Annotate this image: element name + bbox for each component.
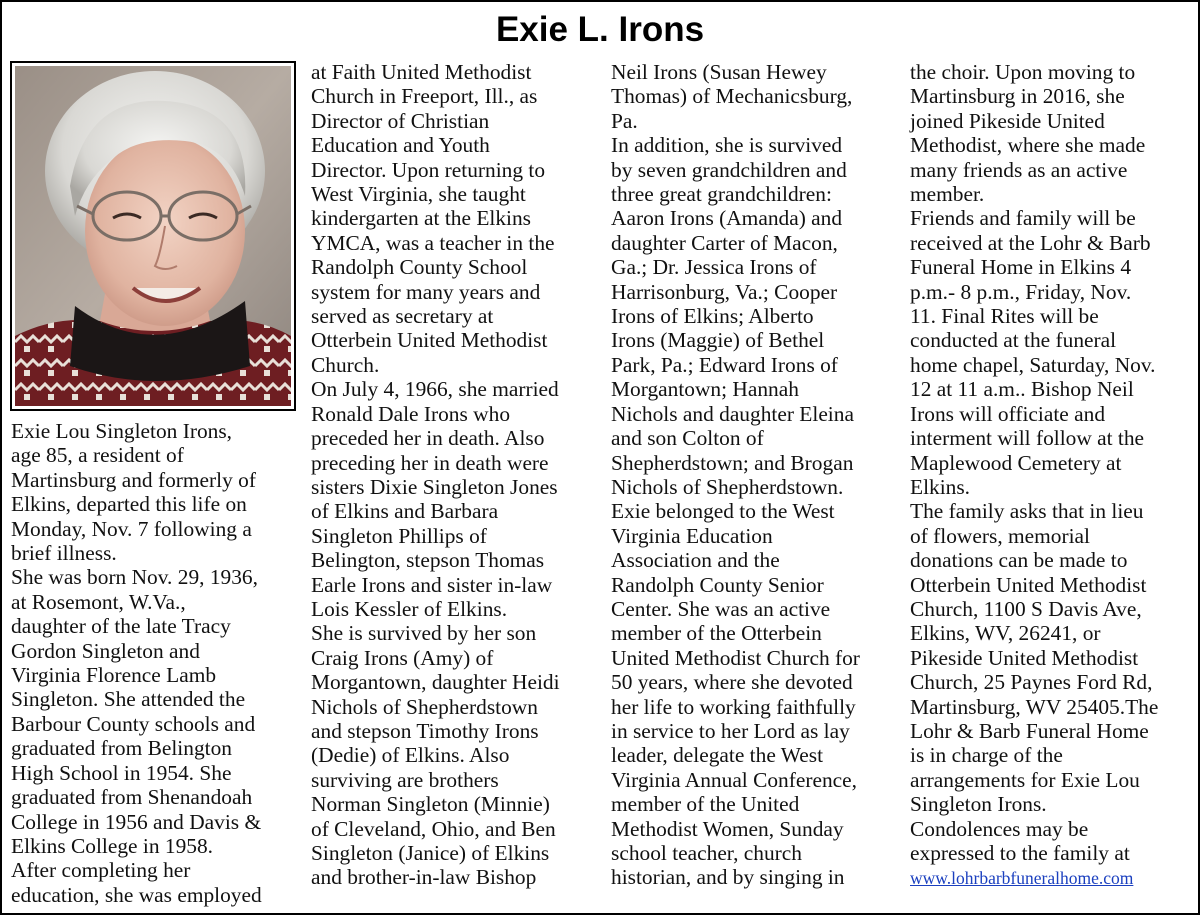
- text-line: Church in Freeport, Ill., as: [311, 84, 538, 109]
- text-line: of flowers, memorial: [910, 523, 1090, 548]
- text-line: Morgantown; Hannah: [611, 377, 799, 402]
- text-line: Elkins.: [910, 474, 971, 499]
- text-line: Education and Youth: [311, 133, 490, 158]
- text-line: Virginia Education: [611, 523, 773, 548]
- text-line: Director of Christian: [311, 108, 490, 133]
- text-line: Center. She was an active: [611, 596, 831, 621]
- paragraph: [311, 60, 603, 377]
- text-line: Exie Lou Singleton Irons,: [11, 419, 233, 443]
- text-line: home chapel, Saturday, Nov.: [910, 352, 1156, 377]
- text-line: (Dedie) of Elkins. Also: [311, 743, 510, 768]
- text-line: Harrisonburg, Va.; Cooper: [611, 279, 838, 304]
- text-line: In addition, she is survived: [611, 133, 843, 158]
- text-line: Pa.: [611, 108, 638, 133]
- text-line: Irons will officiate and: [910, 401, 1106, 426]
- text-line: is in charge of the: [910, 743, 1063, 768]
- column-4: [910, 60, 1198, 891]
- page-title: Exie L. Irons: [495, 10, 705, 49]
- text-line: historian, and by singing in: [611, 865, 845, 890]
- text-line: Otterbein United Methodist: [910, 572, 1147, 597]
- text-line: in service to her Lord as lay: [611, 718, 850, 743]
- text-line: Irons of Elkins; Alberto: [611, 304, 814, 329]
- text-line: surviving are brothers: [311, 767, 499, 792]
- text-line: Ronald Dale Irons who: [311, 401, 511, 426]
- portrait-illustration: [15, 66, 291, 406]
- text-line: member of the United: [611, 792, 800, 817]
- text-line: Condolences may be: [910, 816, 1089, 841]
- text-line: Martinsburg in 2016, she: [910, 84, 1125, 109]
- paragraph: [611, 133, 903, 499]
- text-line: Martinsburg and formerly of: [11, 467, 256, 492]
- text-line: education, she was employed: [11, 882, 262, 907]
- text-line: age 85, a resident of: [11, 443, 184, 468]
- text-line: school teacher, church: [611, 841, 802, 865]
- text-line: arrangements for Exie Lou: [910, 767, 1140, 792]
- text-line: Park, Pa.; Edward Irons of: [611, 352, 838, 377]
- text-line: brief illness.: [11, 541, 117, 566]
- text-line: Nichols of Shepherdstown.: [611, 474, 844, 499]
- text-line: Funeral Home in Elkins 4: [910, 255, 1132, 280]
- column-3-text: [611, 60, 903, 890]
- text-line: at Faith United Methodist: [311, 60, 532, 84]
- paragraph: [311, 621, 603, 889]
- text-line: Martinsburg, WV 25405.The: [910, 694, 1159, 719]
- column-1: [11, 60, 301, 907]
- text-line: Elkins, departed this life on: [11, 492, 247, 517]
- photo-frame: [10, 61, 296, 411]
- text-line: Barbour County schools and: [11, 711, 256, 736]
- text-line: 50 years, where she devoted: [611, 670, 853, 695]
- text-line: graduated from Shenandoah: [11, 785, 253, 810]
- column-3: [611, 60, 903, 890]
- text-line: daughter Carter of Macon,: [611, 230, 838, 255]
- text-line: Aaron Irons (Amanda) and: [611, 206, 843, 231]
- text-line: joined Pikeside United: [910, 108, 1105, 133]
- text-line: Singleton (Janice) of Elkins: [311, 841, 550, 865]
- text-line: her life to working faithfully: [611, 694, 856, 719]
- text-line: preceded her in death. Also: [311, 426, 545, 451]
- text-line: After completing her: [11, 858, 191, 883]
- text-line: Belington, stepson Thomas: [311, 548, 545, 573]
- text-line: Virginia Annual Conference,: [611, 767, 858, 792]
- text-line: daughter of the late Tracy: [11, 614, 231, 639]
- paragraph: [11, 419, 301, 565]
- text-line: of Elkins and Barbara: [311, 499, 499, 524]
- text-line: received at the Lohr & Barb: [910, 230, 1151, 255]
- text-line: Church, 1100 S Davis Ave,: [910, 596, 1142, 621]
- text-line: She was born Nov. 29, 1936,: [11, 565, 258, 590]
- text-line: Otterbein United Methodist: [311, 328, 548, 353]
- text-line: High School in 1954. She: [11, 760, 232, 785]
- text-line: member of the Otterbein: [611, 621, 822, 646]
- text-line: graduated from Belington: [11, 736, 232, 761]
- paragraph: [910, 206, 1198, 499]
- text-line: Nichols and daughter Eleina: [611, 401, 854, 426]
- text-line: at Rosemont, W.Va.,: [11, 589, 186, 614]
- funeral-home-link[interactable]: www.lohrbarbfuneralhome.com: [910, 868, 1134, 889]
- text-line: West Virginia, she taught: [311, 182, 526, 207]
- paragraph: [611, 499, 903, 890]
- text-line: Virginia Florence Lamb: [11, 663, 217, 688]
- text-line: sisters Dixie Singleton Jones: [311, 474, 558, 499]
- text-line: On July 4, 1966, she married: [311, 377, 559, 402]
- paragraph: [11, 565, 301, 907]
- text-line: Methodist, where she made: [910, 133, 1146, 158]
- text-line: Irons (Maggie) of Bethel: [611, 328, 825, 353]
- text-line: Morgantown, daughter Heidi: [311, 670, 560, 695]
- text-line: of Cleveland, Ohio, and Ben: [311, 816, 556, 841]
- text-line: Randolph County Senior: [611, 572, 824, 597]
- text-line: Methodist Women, Sunday: [611, 816, 844, 841]
- text-line: Pikeside United Methodist: [910, 645, 1139, 670]
- paragraph: [611, 60, 903, 133]
- text-line: Singleton Phillips of: [311, 523, 487, 548]
- paragraph: [910, 60, 1198, 206]
- text-line: Shepherdstown; and Brogan: [611, 450, 854, 475]
- text-line: Maplewood Cemetery at: [910, 450, 1122, 475]
- column-1-text: [11, 419, 301, 907]
- text-line: Church, 25 Paynes Ford Rd,: [910, 670, 1153, 695]
- text-line: preceding her in death were: [311, 450, 549, 475]
- text-line: expressed to the family at: [910, 841, 1130, 865]
- text-line: Elkins, WV, 26241, or: [910, 621, 1101, 646]
- text-line: Singleton Irons.: [910, 792, 1047, 817]
- text-line: Neil Irons (Susan Hewey: [611, 60, 827, 84]
- text-line: Thomas) of Mechanicsburg,: [611, 84, 853, 109]
- text-line: Monday, Nov. 7 following a: [11, 516, 252, 541]
- column-2: [311, 60, 603, 890]
- paragraph: [311, 377, 603, 621]
- column-2-text: [311, 60, 603, 890]
- column-4-text: [910, 60, 1198, 865]
- paragraph: [910, 499, 1198, 816]
- text-line: Lois Kessler of Elkins.: [311, 596, 508, 621]
- text-line: Gordon Singleton and: [11, 638, 200, 663]
- text-line: Earle Irons and sister in-law: [311, 572, 553, 597]
- text-line: many friends as an active: [910, 157, 1128, 182]
- paragraph: [910, 817, 1198, 866]
- text-line: the choir. Upon moving to: [910, 60, 1136, 84]
- text-line: kindergarten at the Elkins: [311, 206, 531, 231]
- text-line: Ga.; Dr. Jessica Irons of: [611, 255, 817, 280]
- text-line: She is survived by her son: [311, 621, 537, 646]
- text-line: Nichols of Shepherdstown: [311, 694, 538, 719]
- text-line: leader, delegate the West: [611, 743, 824, 768]
- text-line: The family asks that in lieu: [910, 499, 1144, 524]
- text-line: interment will follow at the: [910, 426, 1145, 451]
- text-line: p.m.- 8 p.m., Friday, Nov.: [910, 279, 1132, 304]
- text-line: Singleton. She attended the: [11, 687, 246, 712]
- text-line: United Methodist Church for: [611, 645, 860, 670]
- text-line: served as secretary at: [311, 304, 494, 329]
- text-line: conducted at the funeral: [910, 328, 1117, 353]
- text-line: Lohr & Barb Funeral Home: [910, 718, 1149, 743]
- text-line: Church.: [311, 352, 380, 377]
- text-line: Exie belonged to the West: [611, 499, 835, 524]
- text-line: Association and the: [611, 548, 780, 573]
- text-line: Norman Singleton (Minnie): [311, 792, 550, 817]
- text-line: Elkins College in 1958.: [11, 833, 214, 858]
- text-line: by seven grandchildren and: [611, 157, 847, 182]
- portrait-photo: [15, 66, 291, 406]
- text-line: and son Colton of: [611, 426, 764, 451]
- text-line: College in 1956 and Davis &: [11, 809, 262, 834]
- text-line: 12 at 11 a.m.. Bishop Neil: [910, 377, 1134, 402]
- text-line: donations can be made to: [910, 548, 1128, 573]
- text-line: Director. Upon returning to: [311, 157, 546, 182]
- text-line: three great grandchildren:: [611, 182, 832, 207]
- text-line: YMCA, was a teacher in the: [311, 230, 555, 255]
- text-line: Craig Irons (Amy) of: [311, 645, 494, 670]
- text-line: and brother-in-law Bishop: [311, 865, 537, 890]
- text-line: and stepson Timothy Irons: [311, 718, 539, 743]
- text-line: system for many years and: [311, 279, 541, 304]
- text-line: member.: [910, 182, 985, 207]
- text-line: Randolph County School: [311, 255, 528, 280]
- text-line: 11. Final Rites will be: [910, 304, 1099, 329]
- text-line: Friends and family will be: [910, 206, 1136, 231]
